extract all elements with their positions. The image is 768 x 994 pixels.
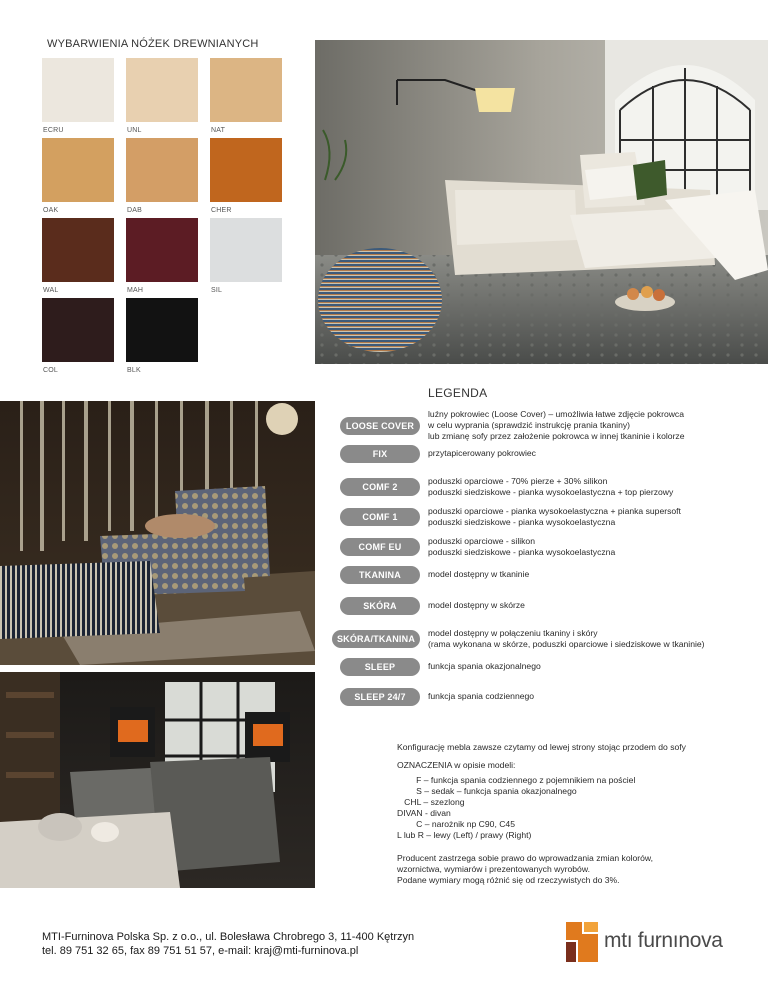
swatch-cher xyxy=(210,138,282,202)
legend-badge: SLEEP 24/7 xyxy=(340,688,420,706)
swatch-mah xyxy=(126,218,198,282)
swatch-label: COL xyxy=(43,367,58,374)
legend-badge: SKÓRA xyxy=(340,597,420,615)
mti-furninova-logo xyxy=(566,918,726,964)
swatch-blk xyxy=(126,298,198,362)
legend-description xyxy=(428,691,534,702)
legend-description-line: poduszki siedziskowe - pianka wysokoelastyczna xyxy=(428,517,616,527)
logo-text: mtı furnınova xyxy=(604,929,723,952)
swatch-label: OAK xyxy=(43,207,59,214)
legend-description-line: funkcja spania codziennego xyxy=(428,691,535,701)
disclaimer-line: wzornictwa, wymiarów i prezentowanych wyrobów. xyxy=(397,864,590,874)
legend-description xyxy=(428,409,685,442)
legend-description xyxy=(428,569,529,580)
legend-description xyxy=(428,600,525,611)
legend-description-line: poduszki siedziskowe - pianka wysokoelastyczna xyxy=(428,547,616,557)
config-note: Konfigurację mebla zawsze czytamy od lewej strony stojąc przodem do sofy xyxy=(397,742,686,752)
disclaimer-line: Podane wymiary mogą różnić się od rzeczywistych do 3%. xyxy=(397,875,620,885)
legend-badge: SKÓRA/TKANINA xyxy=(332,630,420,648)
disclaimer xyxy=(397,853,653,886)
marks-title: OZNACZENIA w opisie modeli: xyxy=(397,760,516,770)
swatch-label: CHER xyxy=(211,207,232,214)
legend-description-line: poduszki oparciowe - silikon xyxy=(428,536,535,546)
legend-description-line: funkcja spania okazjonalnego xyxy=(428,661,541,671)
company-address: MTI-Furninova Polska Sp. z o.o., ul. Bolesława Chrobrego 3, 11-400 Kętrzyn xyxy=(42,931,415,943)
loft-stoves-photo xyxy=(0,672,315,888)
swatch-label: BLK xyxy=(127,367,141,374)
barn-poufs-photo xyxy=(0,401,315,665)
mark-line: F – funkcja spania codziennego z pojemnikiem na pościel xyxy=(397,775,636,785)
swatches-title: WYBARWIENIA NÓŻEK DREWNIANYCH xyxy=(47,38,259,50)
sofa-room-photo xyxy=(315,40,768,364)
mark-line: L lub R – lewy (Left) / prawy (Right) xyxy=(397,830,532,840)
legend-description xyxy=(428,661,541,672)
legend-badge: COMF EU xyxy=(340,538,420,556)
legend-description xyxy=(428,448,536,459)
legend-description xyxy=(428,506,681,528)
legend-title: LEGENDA xyxy=(428,386,488,400)
legend-description xyxy=(428,536,615,558)
legend-badge: LOOSE COVER xyxy=(340,417,420,435)
mark-line: CHL – szezlong xyxy=(397,797,465,807)
swatch-label: DAB xyxy=(127,207,142,214)
legend-description-line: model dostępny w połączeniu tkaniny i skóry xyxy=(428,628,598,638)
legend-badge: TKANINA xyxy=(340,566,420,584)
legend-badge: COMF 2 xyxy=(340,478,420,496)
legend-description-line: w celu wyprania (sprawdzić instrukcję prania tkaniny) xyxy=(428,420,631,430)
swatch-ecru xyxy=(42,58,114,122)
legend-description-line: poduszki oparciowe - 70% pierze + 30% silikon xyxy=(428,476,608,486)
legend-badge: COMF 1 xyxy=(340,508,420,526)
legend-description-line: przytapicerowany pokrowiec xyxy=(428,448,536,458)
swatch-sil xyxy=(210,218,282,282)
legend-description-line: luźny pokrowiec (Loose Cover) – umożliwia łatwe zdjęcie pokrowca xyxy=(428,409,685,419)
legend-description-line: model dostępny w tkaninie xyxy=(428,569,530,579)
legend-description xyxy=(428,476,673,498)
marks-list xyxy=(397,775,635,841)
swatch-label: SIL xyxy=(211,287,223,294)
swatch-label: ECRU xyxy=(43,127,64,134)
swatch-nat xyxy=(210,58,282,122)
legend-description-line: poduszki oparciowe - pianka wysokoelastyczna + pianka supersoft xyxy=(428,506,681,516)
swatch-dab xyxy=(126,138,198,202)
disclaimer-line: Producent zastrzega sobie prawo do wprowadzania zmian kolorów, xyxy=(397,853,654,863)
swatch-wal xyxy=(42,218,114,282)
legend-description-line: lub zmianę sofy przez założenie pokrowca w innej tkaninie i kolorze xyxy=(428,431,685,441)
swatch-unl xyxy=(126,58,198,122)
company-contact: tel. 89 751 32 65, fax 89 751 51 57, e-mail: kraj@mti-furninova.pl xyxy=(42,945,359,957)
company-info xyxy=(42,930,414,958)
swatch-oak xyxy=(42,138,114,202)
mark-line: S – sedak – funkcja spania okazjonalnego xyxy=(397,786,577,796)
swatch-label: WAL xyxy=(43,287,59,294)
legend-badge: FIX xyxy=(340,445,420,463)
legend-description-line: (rama wykonana w skórze, poduszki oparciowe i siedziskowe w tkaninie) xyxy=(428,639,705,649)
swatch-label: MAH xyxy=(127,287,144,294)
mark-line: C – narożnik np C90, C45 xyxy=(397,819,515,829)
legend-description-line: poduszki siedziskowe - pianka wysokoelastyczna + top pierzowy xyxy=(428,487,674,497)
swatch-col xyxy=(42,298,114,362)
legend-badge: SLEEP xyxy=(340,658,420,676)
swatch-label: UNL xyxy=(127,127,142,134)
mark-line: DIVAN - divan xyxy=(397,808,451,818)
legend-description-line: model dostępny w skórze xyxy=(428,600,525,610)
logo-mark-icon xyxy=(566,918,602,964)
swatch-label: NAT xyxy=(211,127,226,134)
legend-description xyxy=(428,628,705,650)
